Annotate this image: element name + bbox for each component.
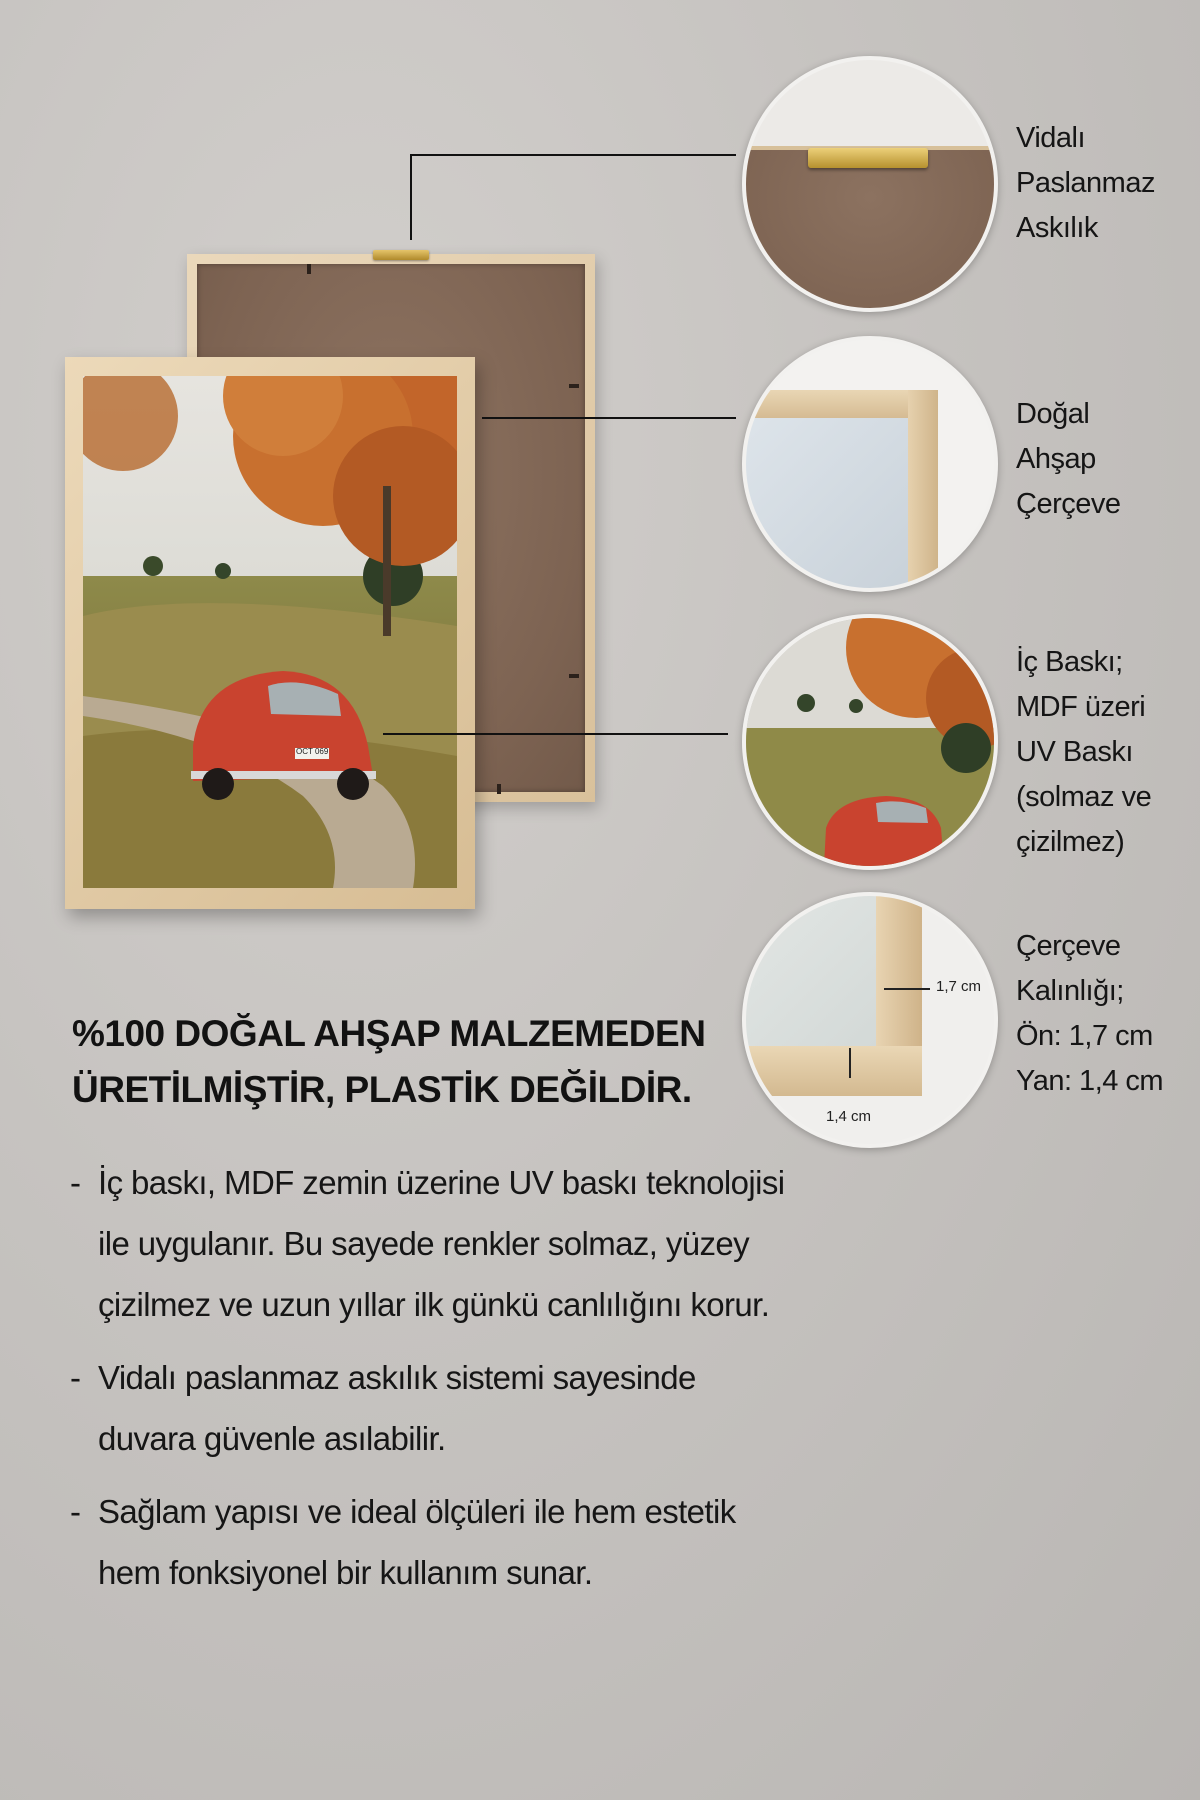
dimension-side-label: 1,4 cm <box>826 1108 872 1125</box>
front-frame <box>65 357 475 909</box>
feature-item: - Sağlam yapısı ve ideal ölçüleri ile hem estetik hem fonksiyonel bir kullanım sunar. <box>70 1481 790 1603</box>
label-line: Doğal <box>1016 398 1090 430</box>
dimension-line-front <box>884 988 930 990</box>
label-line: MDF üzeri <box>1016 691 1146 723</box>
label-line: UV Baskı <box>1016 736 1133 768</box>
label-line: çizilmez) <box>1016 826 1125 858</box>
hanger-bracket <box>373 250 429 260</box>
frame-clip <box>307 264 311 274</box>
frame-clip <box>497 784 501 794</box>
label-line: (solmaz ve <box>1016 781 1152 813</box>
dimension-line-side <box>849 1048 851 1078</box>
label-line: Askılık <box>1016 212 1098 244</box>
headline <box>72 1006 772 1118</box>
label-wood <box>1016 392 1121 527</box>
connector-line-hanger-vertical <box>410 154 412 240</box>
connector-line-print <box>383 733 728 735</box>
label-print <box>1016 640 1151 865</box>
dimension-front-label: 1,7 cm <box>936 978 982 995</box>
label-line: Yan: 1,4 cm <box>1016 1065 1164 1097</box>
feature-item: - Vidalı paslanmaz askılık sistemi sayesinde duvara güvenle asılabilir. <box>70 1347 790 1469</box>
label-line: İç Baskı; <box>1016 646 1123 678</box>
frame-clip <box>569 674 579 678</box>
hanger-hook-icon <box>808 148 928 168</box>
autumn-car-print <box>83 376 457 888</box>
print-illustration <box>83 376 457 888</box>
feature-list <box>70 1152 790 1615</box>
print-detail-circle <box>742 614 998 870</box>
label-line: Çerçeve <box>1016 488 1121 520</box>
headline-line: %100 DOĞAL AHŞAP MALZEMEDEN <box>72 1013 706 1054</box>
frame-clip <box>569 384 579 388</box>
label-line: Çerçeve <box>1016 930 1121 962</box>
hanger-detail-circle <box>742 56 998 312</box>
label-line: Paslanmaz <box>1016 167 1155 199</box>
connector-line-hanger <box>410 154 736 156</box>
thickness-detail-circle <box>742 892 998 1148</box>
feature-item: - İç baskı, MDF zemin üzerine UV baskı teknolojisi ile uygulanır. Bu sayede renkler solmaz, yüzey çizilmez ve uzun yıllar ilk günkü canlılığını korur. <box>70 1152 790 1335</box>
headline-line: ÜRETİLMİŞTİR, PLASTİK DEĞİLDİR. <box>72 1069 692 1110</box>
label-thickness <box>1016 924 1163 1104</box>
connector-line-wood <box>482 417 736 419</box>
label-line: Vidalı <box>1016 122 1086 154</box>
label-hanger <box>1016 116 1155 251</box>
label-line: Kalınlığı; <box>1016 975 1124 1007</box>
label-line: Ahşap <box>1016 443 1096 475</box>
license-plate: OCT 069 <box>296 747 329 756</box>
label-line: Ön: 1,7 cm <box>1016 1020 1153 1052</box>
wood-frame-detail-circle <box>742 336 998 592</box>
